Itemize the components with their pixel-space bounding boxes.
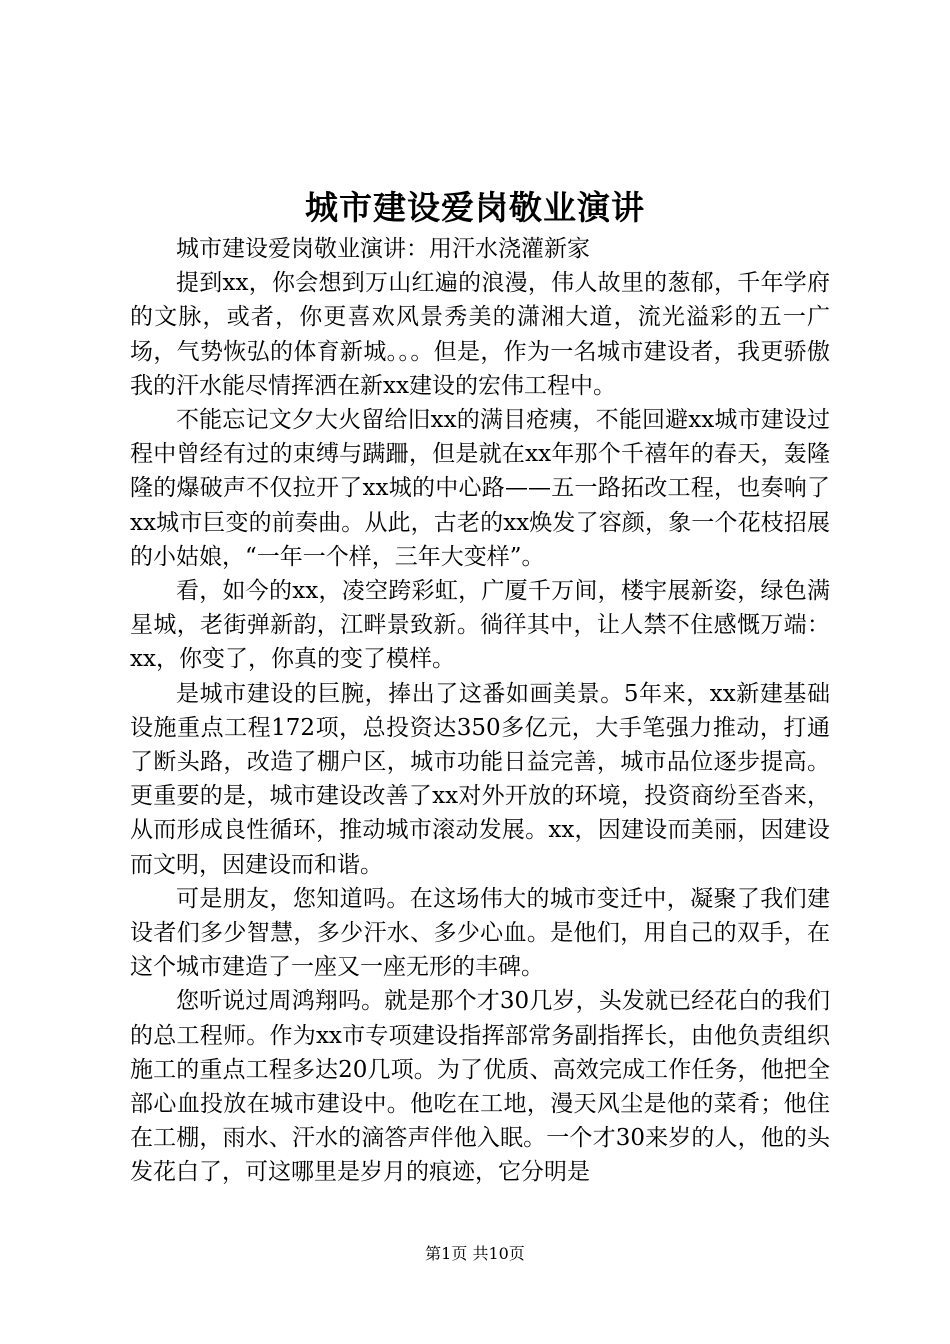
- subtitle-paragraph: 城市建设爱岗敬业演讲：用汗水浇灌新家: [176, 236, 590, 262]
- body-paragraph: 提到xx，你会想到万山红遍的浪漫，伟人故里的葱郁，千年学府的文脉，或者，你更喜欢风景秀美的潇湘大道，流光溢彩的五一广场，气势恢弘的体育新城。。。但是，作为一名城市建设者，我更骄傲我的汗水能尽情挥洒在新xx建设的宏伟工程中。: [130, 270, 830, 399]
- body-paragraph: 不能忘记文夕大火留给旧xx的满目疮痍，不能回避xx城市建设过程中曾经有过的束缚与蹒跚，但是就在xx年那个千禧年的春天，轰隆隆的爆破声不仅拉开了xx城的中心路——五一路拓改工程，也奏响了xx城市巨变的前奏曲。从此，古老的xx焕发了容颜，象一个花枝招展的小姑娘，“一年一个样，三年大变样”。: [130, 407, 830, 570]
- body-paragraph: 可是朋友，您知道吗。在这场伟大的城市变迁中，凝聚了我们建设者们多少智慧，多少汗水、多少心血。是他们，用自己的双手，在这个城市建造了一座又一座无形的丰碑。: [130, 885, 830, 981]
- body-paragraph: 是城市建设的巨腕，捧出了这番如画美景。5年来，xx新建基础设施重点工程172项，总投资达350多亿元，大手笔强力推动，打通了断头路，改造了棚户区，城市功能日益完善，城市品位逐步提高。更重要的是，城市建设改善了xx对外开放的环境，投资商纷至沓来，从而形成良性循环，推动城市滚动发展。xx，因建设而美丽，因建设而文明，因建设而和谐。: [130, 680, 830, 878]
- document-body: [130, 232, 830, 1190]
- body-paragraph: 看，如今的xx，凌空跨彩虹，广厦千万间，楼宇展新姿，绿色满星城，老街弹新韵，江畔景致新。徜徉其中，让人禁不住感慨万端：xx，你变了，你真的变了模样。: [130, 578, 830, 673]
- page-footer: 第1页 共10页: [425, 1244, 525, 1263]
- document-title: 城市建设爱岗敬业演讲: [305, 188, 645, 227]
- body-paragraph: 您听说过周鸿翔吗。就是那个才30几岁，头发就已经花白的我们的总工程师。作为xx市专项建设指挥部常务副指挥长，由他负责组织施工的重点工程多达20几项。为了优质、高效完成工作任务，他把全部心血投放在城市建设中。他吃在工地，漫天风尘是他的菜肴；他住在工棚，雨水、汗水的滴答声伴他入眠。一个才30来岁的人，他的头发花白了，可这哪里是岁月的痕迹，它分明是: [130, 988, 830, 1186]
